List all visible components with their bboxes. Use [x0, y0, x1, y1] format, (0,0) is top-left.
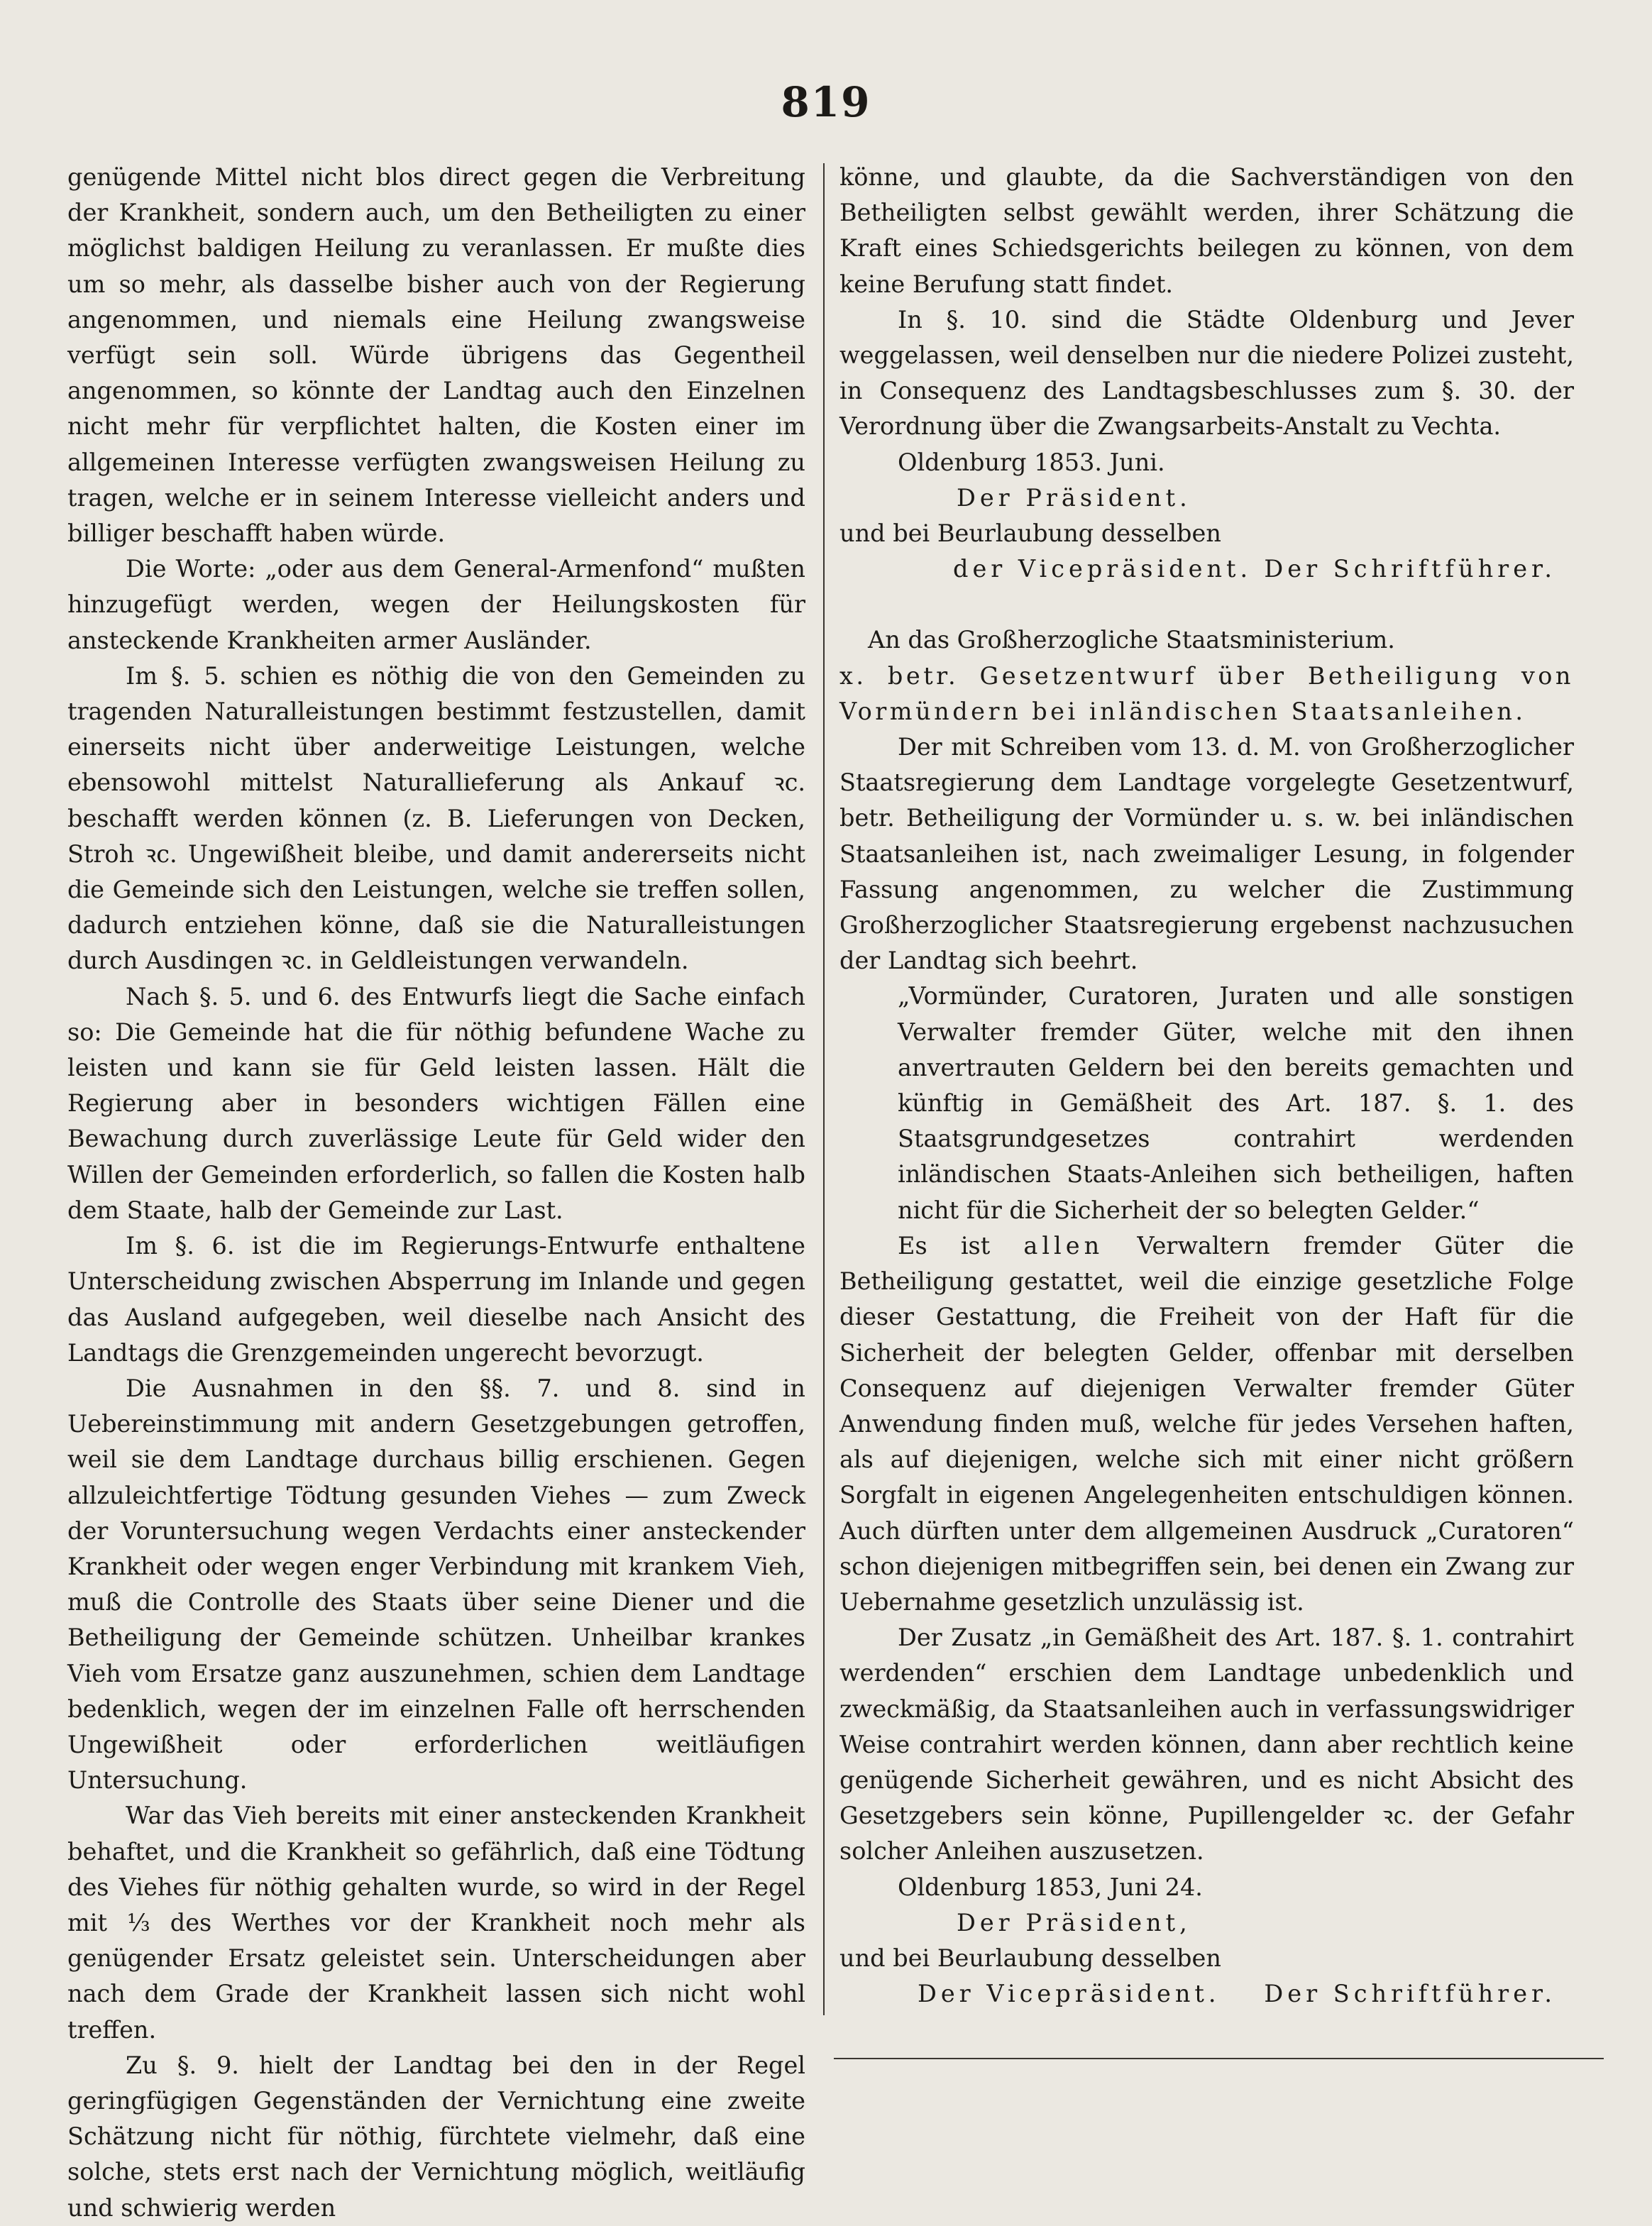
- column-divider: [823, 163, 825, 2015]
- paragraph: War das Vieh bereits mit einer ansteckenden Krankheit behaftet, und die Krankheit so gefährlich, daß eine Tödtung des Viehes für nöthig gehalten wurde, so wird in der Regel mit ⅓ des Werthes vor der Krankheit noch mehr als genügender Ersatz geleistet sein. Unterscheidungen aber nach dem Grade der Krankheit lassen sich nicht wohl treffen.: [67, 1802, 805, 2044]
- left-column: [67, 160, 805, 2226]
- spacer: [839, 587, 1574, 622]
- paragraph: [839, 1228, 1574, 1620]
- secretary-signature: Der Schriftführer.: [1264, 1980, 1556, 2008]
- paragraph: Zu §. 9. hielt der Landtag bei den in der Regel geringfügigen Gegenständen der Vernichtung eine zweite Schätzung nicht für nöthig, fürchtete vielmehr, daß eine solche, stets erst nach der Vernichtung möglich, weitläufig und schwierig werden: [67, 2051, 805, 2222]
- emphasis-text: allen: [1023, 1231, 1104, 1260]
- right-column: [839, 160, 1574, 2012]
- paragraph: Die Worte: „oder aus dem General-Armenfond“ mußten hinzugefügt werden, wegen der Heilungskosten für ansteckende Krankheiten armer Ausländer.: [67, 555, 805, 654]
- leave-line: und bei Beurlaubung desselben: [839, 519, 1221, 548]
- paragraph: In §. 10. sind die Städte Oldenburg und Jever weggelassen, weil denselben nur die niedere Polizei zusteht, in Consequenz des Landtagsbeschlusses zum §. 30. der Verordnung über die Zwangsarbeits-Anstalt zu Vechta.: [839, 305, 1574, 441]
- paragraph: genügende Mittel nicht blos direct gegen die Verbreitung der Krankheit, sondern auch, um den Betheiligten zu einer möglichst baldigen Heilung zu veranlassen. Er mußte dies um so mehr, als dasselbe bisher auch von der Regierung angenommen, und niemals eine Heilung zwangsweise verfügt sein soll. Würde übrigens das Gegentheil angenommen, so könnte der Landtag auch den Einzelnen nicht mehr für verpflichtet halten, die Kosten einer im allgemeinen Interesse verfügten zwangsweisen Heilung zu tragen, welche er in seinem Interesse vielleicht anders und billiger beschafft haben würde.: [67, 163, 805, 548]
- signature-row: [839, 1976, 1574, 2012]
- vice-president-signature: Der Vicepräsident.: [918, 1980, 1221, 2008]
- paragraph: Der mit Schreiben vom 13. d. M. von Großherzoglicher Staatsregierung dem Landtage vorgelegte Gesetzentwurf, betr. Betheiligung der Vormünder u. s. w. bei inländischen Staatsanleihen ist, nach zweimaliger Lesung, in folgender Fassung angenommen, zu welcher die Zustimmung Großherzoglicher Staatsregierung ergebenst nachzusuchen der Landtag sich beehrt.: [839, 733, 1574, 975]
- paragraph: Im §. 6. ist die im Regierungs-Entwurfe enthaltene Unterscheidung zwischen Absperrung im Inlande und gegen das Ausland aufgegeben, weil dieselbe nach Ansicht des Landtags die Grenzgemeinden ungerecht bevorzugt.: [67, 1232, 805, 1367]
- paragraph: Der Zusatz „in Gemäßheit des Art. 187. §. 1. contrahirt werdenden“ erschien dem Landtage unbedenklich und zweckmäßig, da Staatsanleihen auch in verfassungswidriger Weise contrahirt werden können, dann aber rechtlich keine genügende Sicherheit gewähren, und es nicht Absicht des Gesetzgebers sein könne, Pupillengelder ꝛc. der Gefahr solcher Anleihen auszusetzen.: [839, 1624, 1574, 1866]
- paragraph: könne, und glaubte, da die Sachverständigen von den Betheiligten selbst gewählt werden, ihrer Schätzung die Kraft eines Schiedsgerichts beilegen zu können, von dem keine Berufung statt findet.: [839, 163, 1574, 298]
- paragraph: Im §. 5. schien es nöthig die von den Gemeinden zu tragenden Naturalleistungen bestimmt festzustellen, damit einerseits nicht über anderweitige Leistungen, welche ebensowohl mittelst Naturallieferung als Ankauf ꝛc. beschafft werden können (z. B. Lieferungen von Decken, Stroh ꝛc. Ungewißheit bleibe, und damit andererseits nicht die Gemeinde sich den Leistungen, welche sie treffen sollen, dadurch entziehen könne, daß sie die Naturalleistungen durch Ausdingen ꝛc. in Geldleistungen verwandeln.: [67, 661, 805, 975]
- paragraph: Die Ausnahmen in den §§. 7. und 8. sind in Uebereinstimmung mit andern Gesetzgebungen getroffen, weil sie dem Landtage durchaus billig erschienen. Gegen allzuleichtfertige Tödtung gesunden Viehes — zum Zweck der Voruntersuchung wegen Verdachts einer ansteckender Krankheit oder wegen enger Verbindung mit krankem Vieh, muß die Controlle des Staats über seine Diener und die Betheiligung der Gemeinde schützen. Unheilbar krankes Vieh vom Ersatze ganz auszunehmen, schien dem Landtage bedenklich, wegen der im einzelnen Falle oft herrschenden Ungewißheit oder erforderlichen weitläufigen Untersuchung.: [67, 1374, 805, 1795]
- vice-president-signature: der Vicepräsident.: [953, 555, 1252, 583]
- president-signature: Der Präsident.: [957, 483, 1191, 512]
- page-number: 819: [781, 78, 871, 126]
- text-run: Verwaltern fremder Güter die Betheiligung gestattet, weil die einzige gesetzliche Folge dieser Gestattung, die Freiheit von der Haft für die Sicherheit der belegten Gelder, offenbar mit derselben Consequenz auf diejenigen Verwalter fremder Güter Anwendung finden muß, welche für jedes Versehen haften, als auf diejenigen, welche sich mit einer nicht größern Sorgfalt in eigenen Angelegenheiten entschuldigen können. Auch dürften unter dem allgemeinen Ausdruck „Curatoren“ schon diejenigen mitbegriffen sein, bei denen ein Zwang zur Uebernahme gesetzlich unzulässig ist.: [839, 1231, 1575, 1616]
- leave-line: und bei Beurlaubung desselben: [839, 1944, 1221, 1972]
- president-signature: Der Präsident,: [957, 1908, 1191, 1936]
- law-quote: „Vormünder, Curatoren, Juraten und alle sonstigen Verwalter fremder Güter, welche mit den ihnen anvertrauten Geldern bei den bereits gemachten und künftig in Gemäßheit des Art. 187. §. 1. des Staatsgrundgesetzes contrahirt werdenden inländischen Staats-Anleihen sich betheiligen, haften nicht für die Sicherheit der so belegten Gelder.“: [898, 982, 1574, 1224]
- paragraph: Nach §. 5. und 6. des Entwurfs liegt die Sache einfach so: Die Gemeinde hat die für nöthig befundene Wache zu leisten und kann sie für Geld leisten lassen. Hält die Regierung aber in besonders wichtigen Fällen eine Bewachung durch zuverlässige Leute für Geld wider den Willen der Gemeinden erforderlich, so fallen die Kosten halb dem Staate, halb der Gemeinde zur Last.: [67, 982, 805, 1224]
- date-line: Oldenburg 1853, Juni 24.: [898, 1873, 1203, 1901]
- text-run: Es ist: [898, 1231, 1024, 1260]
- section-heading: x. betr. Gesetzentwurf über Betheiligung von Vormündern bei inländischen Staatsanleihen.: [839, 661, 1574, 725]
- signature-row: [839, 551, 1574, 587]
- date-line: Oldenburg 1853. Juni.: [898, 448, 1165, 476]
- addressee: An das Großherzogliche Staatsministerium.: [868, 626, 1395, 654]
- secretary-signature: Der Schriftführer.: [1264, 555, 1556, 583]
- bottom-rule: [834, 2058, 1604, 2059]
